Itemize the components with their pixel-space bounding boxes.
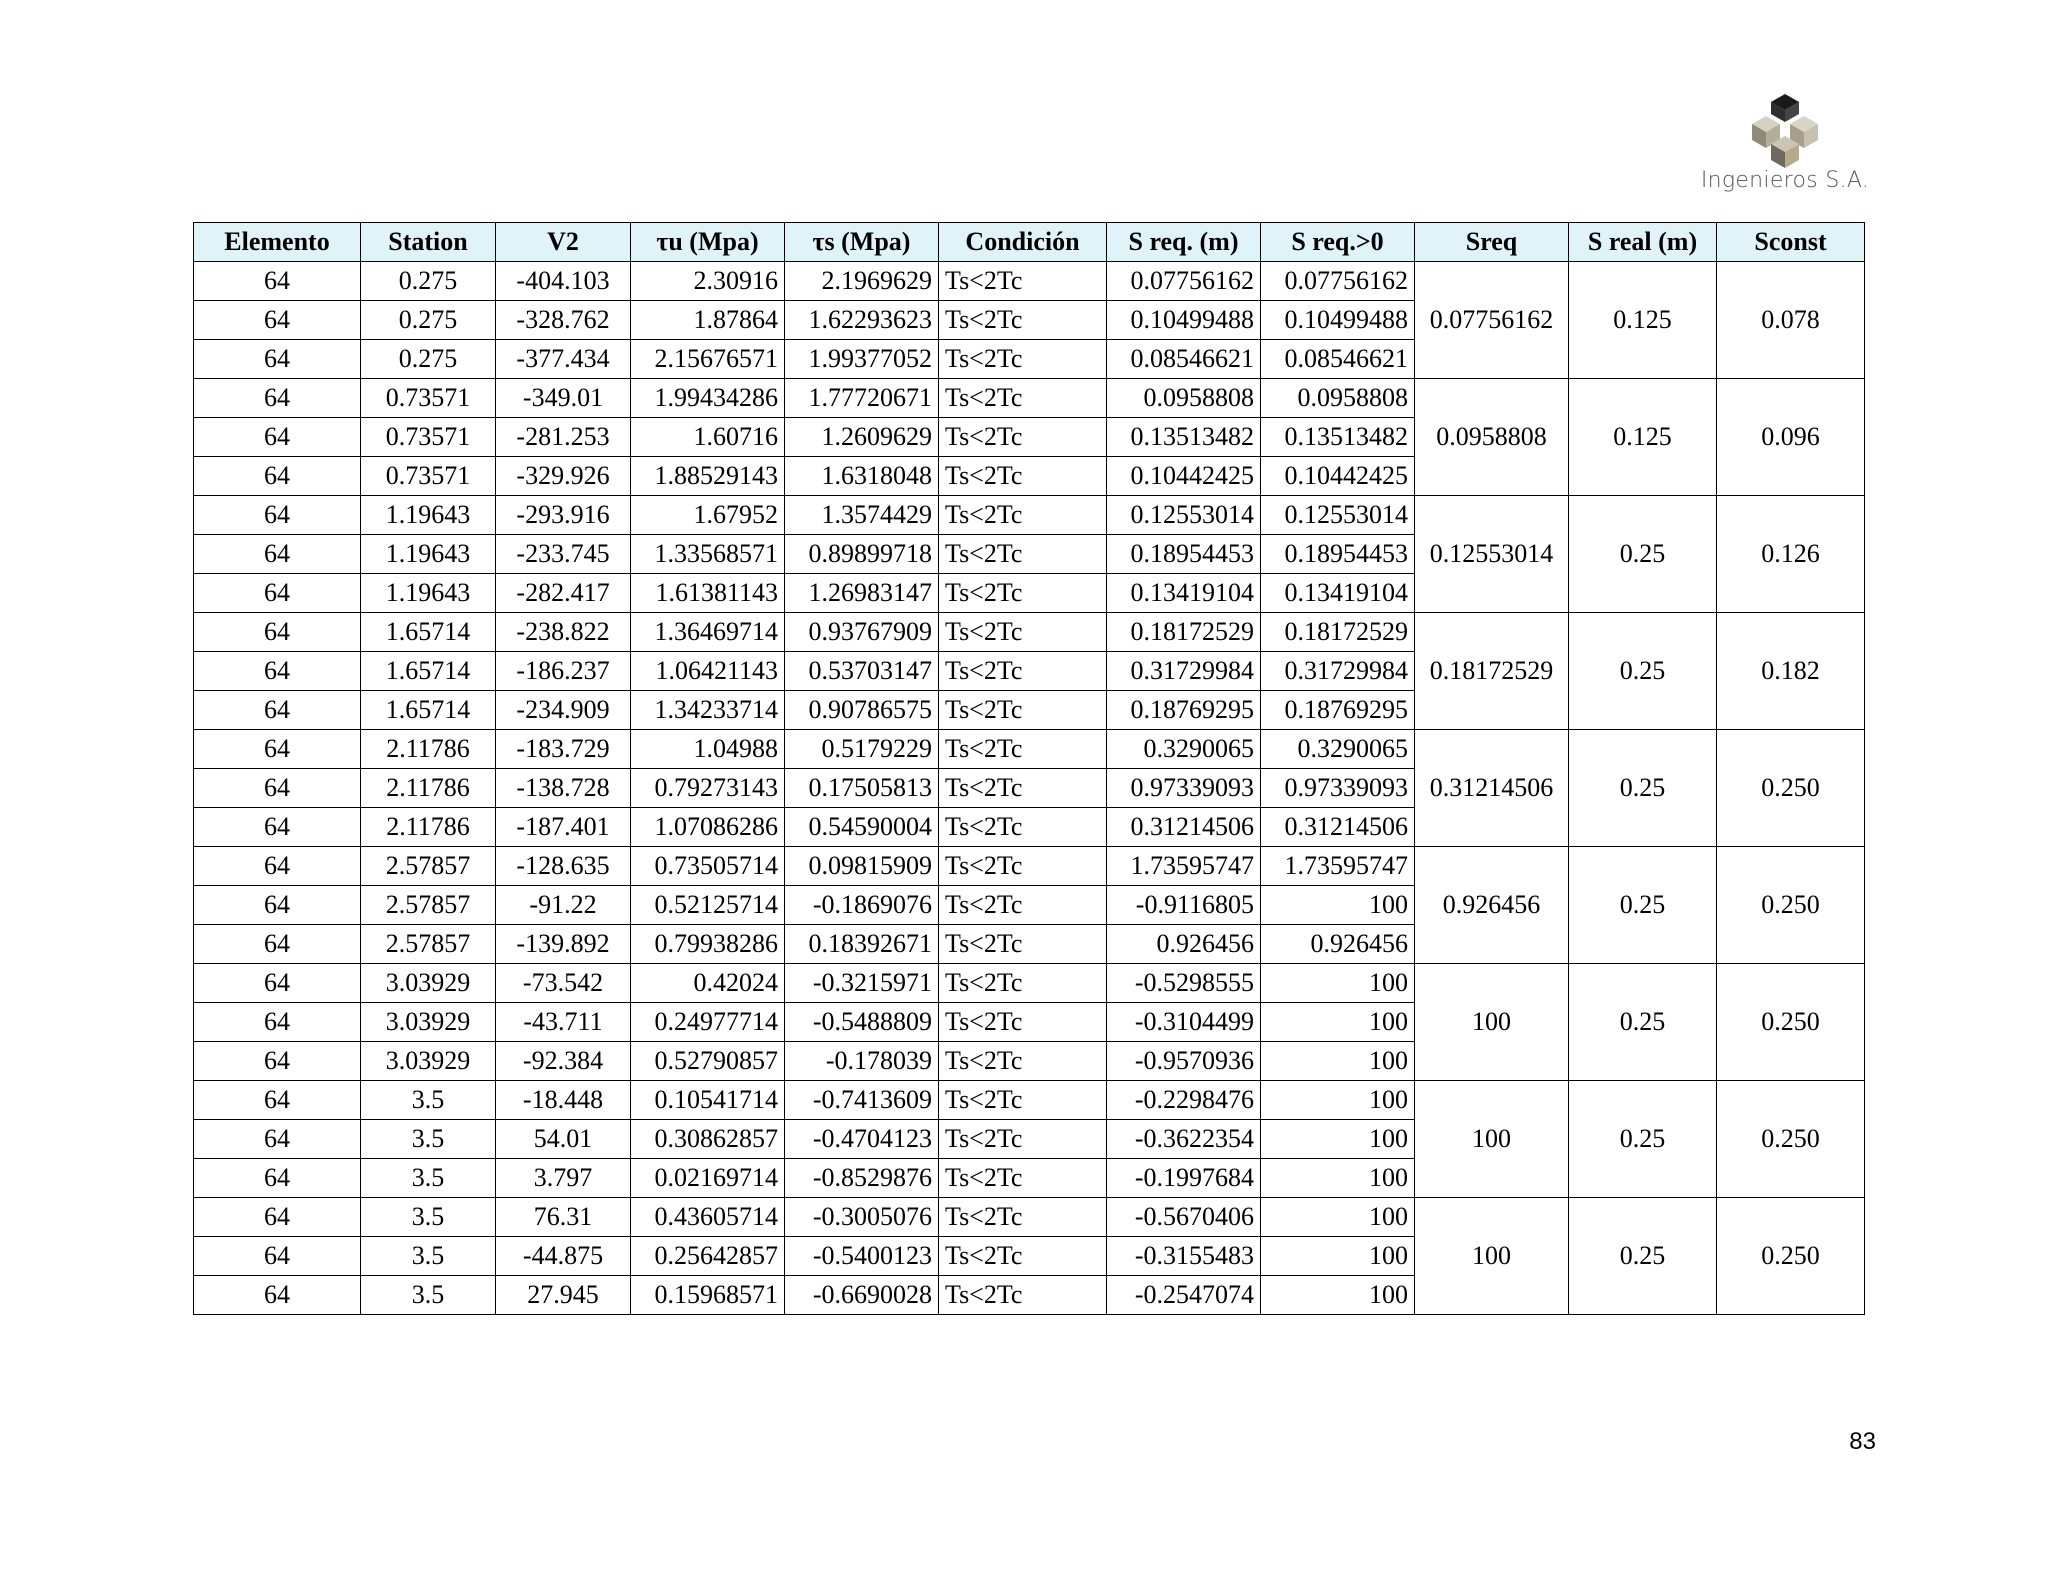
tau-u-cell: 0.52790857 <box>631 1042 785 1081</box>
s-req-positive-cell: 0.13513482 <box>1261 418 1415 457</box>
s-req-cell: 0.13419104 <box>1107 574 1261 613</box>
s-req-positive-cell: 100 <box>1261 1198 1415 1237</box>
tau-u-cell: 1.07086286 <box>631 808 785 847</box>
condicion-cell: Ts<2Tc <box>939 262 1107 301</box>
station-cell: 3.5 <box>361 1120 496 1159</box>
station-cell: 0.73571 <box>361 457 496 496</box>
condicion-cell: Ts<2Tc <box>939 496 1107 535</box>
condicion-cell: Ts<2Tc <box>939 964 1107 1003</box>
station-cell: 0.73571 <box>361 418 496 457</box>
elemento-cell: 64 <box>194 574 361 613</box>
v2-cell: -183.729 <box>496 730 631 769</box>
elemento-cell: 64 <box>194 1159 361 1198</box>
v2-cell: -238.822 <box>496 613 631 652</box>
s-real-cell: 0.125 <box>1569 379 1717 496</box>
column-header: τu (Mpa) <box>631 223 785 262</box>
station-cell: 0.275 <box>361 262 496 301</box>
condicion-cell: Ts<2Tc <box>939 691 1107 730</box>
table-header-row <box>194 223 1865 262</box>
v2-cell: 27.945 <box>496 1276 631 1315</box>
tau-u-cell: 0.79938286 <box>631 925 785 964</box>
tau-s-cell: 1.3574429 <box>785 496 939 535</box>
elemento-cell: 64 <box>194 769 361 808</box>
tau-u-cell: 0.43605714 <box>631 1198 785 1237</box>
sreq-cell: 0.0958808 <box>1415 379 1569 496</box>
tau-s-cell: 0.90786575 <box>785 691 939 730</box>
s-req-positive-cell: 0.13419104 <box>1261 574 1415 613</box>
s-req-cell: 0.3290065 <box>1107 730 1261 769</box>
sconst-cell: 0.126 <box>1717 496 1865 613</box>
v2-cell: -282.417 <box>496 574 631 613</box>
table-row <box>194 847 1865 886</box>
condicion-cell: Ts<2Tc <box>939 301 1107 340</box>
column-header: Sreq <box>1415 223 1569 262</box>
elemento-cell: 64 <box>194 847 361 886</box>
s-req-positive-cell: 100 <box>1261 1159 1415 1198</box>
cubes-logo-icon <box>1746 92 1824 170</box>
condicion-cell: Ts<2Tc <box>939 730 1107 769</box>
sreq-cell: 100 <box>1415 964 1569 1081</box>
tau-s-cell: 0.89899718 <box>785 535 939 574</box>
s-req-cell: 0.926456 <box>1107 925 1261 964</box>
condicion-cell: Ts<2Tc <box>939 1003 1107 1042</box>
sconst-cell: 0.250 <box>1717 964 1865 1081</box>
station-cell: 2.11786 <box>361 769 496 808</box>
table-row <box>194 613 1865 652</box>
s-req-cell: 0.0958808 <box>1107 379 1261 418</box>
stirrup-spacing-table <box>193 222 1865 1315</box>
tau-u-cell: 1.34233714 <box>631 691 785 730</box>
s-real-cell: 0.25 <box>1569 730 1717 847</box>
v2-cell: -92.384 <box>496 1042 631 1081</box>
elemento-cell: 64 <box>194 496 361 535</box>
s-req-cell: 0.10442425 <box>1107 457 1261 496</box>
v2-cell: -234.909 <box>496 691 631 730</box>
v2-cell: -281.253 <box>496 418 631 457</box>
elemento-cell: 64 <box>194 1003 361 1042</box>
condicion-cell: Ts<2Tc <box>939 418 1107 457</box>
tau-u-cell: 0.79273143 <box>631 769 785 808</box>
station-cell: 1.19643 <box>361 535 496 574</box>
elemento-cell: 64 <box>194 1198 361 1237</box>
s-req-cell: -0.3155483 <box>1107 1237 1261 1276</box>
station-cell: 0.275 <box>361 301 496 340</box>
v2-cell: -91.22 <box>496 886 631 925</box>
s-req-cell: 0.97339093 <box>1107 769 1261 808</box>
tau-s-cell: 0.18392671 <box>785 925 939 964</box>
v2-cell: -349.01 <box>496 379 631 418</box>
v2-cell: -18.448 <box>496 1081 631 1120</box>
sreq-cell: 0.07756162 <box>1415 262 1569 379</box>
s-req-positive-cell: 0.12553014 <box>1261 496 1415 535</box>
s-req-positive-cell: 100 <box>1261 1120 1415 1159</box>
tau-s-cell: -0.5488809 <box>785 1003 939 1042</box>
column-header: Station <box>361 223 496 262</box>
elemento-cell: 64 <box>194 457 361 496</box>
s-req-cell: -0.2547074 <box>1107 1276 1261 1315</box>
station-cell: 0.275 <box>361 340 496 379</box>
s-req-positive-cell: 0.07756162 <box>1261 262 1415 301</box>
s-req-cell: -0.3622354 <box>1107 1120 1261 1159</box>
elemento-cell: 64 <box>194 613 361 652</box>
page-number: 83 <box>1849 1428 1876 1455</box>
elemento-cell: 64 <box>194 652 361 691</box>
condicion-cell: Ts<2Tc <box>939 1042 1107 1081</box>
s-req-positive-cell: 0.18172529 <box>1261 613 1415 652</box>
s-req-cell: -0.1997684 <box>1107 1159 1261 1198</box>
station-cell: 2.57857 <box>361 886 496 925</box>
s-req-cell: 0.07756162 <box>1107 262 1261 301</box>
column-header: V2 <box>496 223 631 262</box>
tau-s-cell: 0.17505813 <box>785 769 939 808</box>
elemento-cell: 64 <box>194 1120 361 1159</box>
condicion-cell: Ts<2Tc <box>939 1159 1107 1198</box>
tau-u-cell: 2.30916 <box>631 262 785 301</box>
tau-u-cell: 1.67952 <box>631 496 785 535</box>
tau-u-cell: 1.36469714 <box>631 613 785 652</box>
s-req-cell: -0.2298476 <box>1107 1081 1261 1120</box>
tau-s-cell: 1.99377052 <box>785 340 939 379</box>
station-cell: 3.5 <box>361 1198 496 1237</box>
tau-s-cell: 0.53703147 <box>785 652 939 691</box>
column-header: Sconst <box>1717 223 1865 262</box>
table-row <box>194 262 1865 301</box>
v2-cell: -128.635 <box>496 847 631 886</box>
elemento-cell: 64 <box>194 886 361 925</box>
sreq-cell: 0.926456 <box>1415 847 1569 964</box>
station-cell: 3.5 <box>361 1081 496 1120</box>
s-req-positive-cell: 100 <box>1261 1003 1415 1042</box>
station-cell: 0.73571 <box>361 379 496 418</box>
v2-cell: -138.728 <box>496 769 631 808</box>
v2-cell: 76.31 <box>496 1198 631 1237</box>
s-real-cell: 0.25 <box>1569 613 1717 730</box>
sconst-cell: 0.250 <box>1717 730 1865 847</box>
condicion-cell: Ts<2Tc <box>939 535 1107 574</box>
v2-cell: -44.875 <box>496 1237 631 1276</box>
condicion-cell: Ts<2Tc <box>939 379 1107 418</box>
condicion-cell: Ts<2Tc <box>939 769 1107 808</box>
tau-s-cell: 1.6318048 <box>785 457 939 496</box>
condicion-cell: Ts<2Tc <box>939 886 1107 925</box>
condicion-cell: Ts<2Tc <box>939 1120 1107 1159</box>
column-header: Elemento <box>194 223 361 262</box>
tau-u-cell: 0.42024 <box>631 964 785 1003</box>
tau-s-cell: -0.6690028 <box>785 1276 939 1315</box>
s-req-positive-cell: 100 <box>1261 1042 1415 1081</box>
v2-cell: 54.01 <box>496 1120 631 1159</box>
sconst-cell: 0.182 <box>1717 613 1865 730</box>
s-req-cell: 0.12553014 <box>1107 496 1261 535</box>
station-cell: 2.57857 <box>361 925 496 964</box>
tau-s-cell: -0.1869076 <box>785 886 939 925</box>
station-cell: 2.57857 <box>361 847 496 886</box>
condicion-cell: Ts<2Tc <box>939 1081 1107 1120</box>
s-real-cell: 0.125 <box>1569 262 1717 379</box>
s-req-cell: 0.18172529 <box>1107 613 1261 652</box>
s-req-positive-cell: 0.97339093 <box>1261 769 1415 808</box>
condicion-cell: Ts<2Tc <box>939 847 1107 886</box>
s-real-cell: 0.25 <box>1569 1198 1717 1315</box>
s-req-cell: 0.31729984 <box>1107 652 1261 691</box>
sconst-cell: 0.250 <box>1717 1081 1865 1198</box>
tau-u-cell: 0.30862857 <box>631 1120 785 1159</box>
elemento-cell: 64 <box>194 808 361 847</box>
s-req-positive-cell: 0.0958808 <box>1261 379 1415 418</box>
tau-s-cell: 0.5179229 <box>785 730 939 769</box>
elemento-cell: 64 <box>194 1081 361 1120</box>
station-cell: 2.11786 <box>361 730 496 769</box>
v2-cell: -404.103 <box>496 262 631 301</box>
s-req-positive-cell: 0.08546621 <box>1261 340 1415 379</box>
station-cell: 3.5 <box>361 1237 496 1276</box>
s-req-positive-cell: 0.10442425 <box>1261 457 1415 496</box>
v2-cell: -43.711 <box>496 1003 631 1042</box>
elemento-cell: 64 <box>194 262 361 301</box>
s-req-positive-cell: 100 <box>1261 886 1415 925</box>
tau-s-cell: -0.8529876 <box>785 1159 939 1198</box>
station-cell: 3.5 <box>361 1159 496 1198</box>
s-req-cell: 0.18954453 <box>1107 535 1261 574</box>
s-req-positive-cell: 100 <box>1261 1081 1415 1120</box>
s-real-cell: 0.25 <box>1569 496 1717 613</box>
v2-cell: -139.892 <box>496 925 631 964</box>
v2-cell: -293.916 <box>496 496 631 535</box>
tau-u-cell: 2.15676571 <box>631 340 785 379</box>
s-req-positive-cell: 0.10499488 <box>1261 301 1415 340</box>
s-req-cell: -0.5670406 <box>1107 1198 1261 1237</box>
table-row <box>194 1198 1865 1237</box>
tau-s-cell: -0.5400123 <box>785 1237 939 1276</box>
station-cell: 2.11786 <box>361 808 496 847</box>
column-header: S req. (m) <box>1107 223 1261 262</box>
elemento-cell: 64 <box>194 340 361 379</box>
v2-cell: -186.237 <box>496 652 631 691</box>
s-req-positive-cell: 0.3290065 <box>1261 730 1415 769</box>
elemento-cell: 64 <box>194 535 361 574</box>
v2-cell: -328.762 <box>496 301 631 340</box>
elemento-cell: 64 <box>194 418 361 457</box>
elemento-cell: 64 <box>194 730 361 769</box>
s-req-positive-cell: 1.73595747 <box>1261 847 1415 886</box>
station-cell: 3.03929 <box>361 964 496 1003</box>
tau-u-cell: 1.61381143 <box>631 574 785 613</box>
s-req-cell: 0.31214506 <box>1107 808 1261 847</box>
column-header: Condición <box>939 223 1107 262</box>
v2-cell: -73.542 <box>496 964 631 1003</box>
condicion-cell: Ts<2Tc <box>939 340 1107 379</box>
elemento-cell: 64 <box>194 1042 361 1081</box>
condicion-cell: Ts<2Tc <box>939 457 1107 496</box>
s-real-cell: 0.25 <box>1569 1081 1717 1198</box>
s-req-cell: 0.10499488 <box>1107 301 1261 340</box>
tau-s-cell: 1.2609629 <box>785 418 939 457</box>
station-cell: 1.19643 <box>361 574 496 613</box>
s-req-cell: -0.9116805 <box>1107 886 1261 925</box>
s-req-positive-cell: 0.18769295 <box>1261 691 1415 730</box>
s-real-cell: 0.25 <box>1569 964 1717 1081</box>
s-req-cell: 0.08546621 <box>1107 340 1261 379</box>
tau-u-cell: 1.33568571 <box>631 535 785 574</box>
tau-u-cell: 0.15968571 <box>631 1276 785 1315</box>
tau-u-cell: 1.99434286 <box>631 379 785 418</box>
tau-s-cell: -0.4704123 <box>785 1120 939 1159</box>
tau-s-cell: 0.54590004 <box>785 808 939 847</box>
tau-u-cell: 1.87864 <box>631 301 785 340</box>
s-req-cell: 0.13513482 <box>1107 418 1261 457</box>
tau-s-cell: -0.3005076 <box>785 1198 939 1237</box>
column-header: τs (Mpa) <box>785 223 939 262</box>
sreq-cell: 100 <box>1415 1081 1569 1198</box>
tau-u-cell: 0.73505714 <box>631 847 785 886</box>
tau-s-cell: 1.77720671 <box>785 379 939 418</box>
tau-u-cell: 0.25642857 <box>631 1237 785 1276</box>
column-header: S req.>0 <box>1261 223 1415 262</box>
tau-u-cell: 1.04988 <box>631 730 785 769</box>
elemento-cell: 64 <box>194 691 361 730</box>
sconst-cell: 0.078 <box>1717 262 1865 379</box>
tau-s-cell: -0.178039 <box>785 1042 939 1081</box>
s-req-positive-cell: 0.31214506 <box>1261 808 1415 847</box>
s-req-cell: -0.5298555 <box>1107 964 1261 1003</box>
station-cell: 1.19643 <box>361 496 496 535</box>
condicion-cell: Ts<2Tc <box>939 574 1107 613</box>
tau-s-cell: -0.3215971 <box>785 964 939 1003</box>
station-cell: 3.5 <box>361 1276 496 1315</box>
tau-s-cell: 2.1969629 <box>785 262 939 301</box>
tau-s-cell: 0.93767909 <box>785 613 939 652</box>
tau-u-cell: 0.52125714 <box>631 886 785 925</box>
condicion-cell: Ts<2Tc <box>939 1276 1107 1315</box>
condicion-cell: Ts<2Tc <box>939 808 1107 847</box>
v2-cell: -377.434 <box>496 340 631 379</box>
tau-u-cell: 0.24977714 <box>631 1003 785 1042</box>
logo-text: Ingenieros S.A. <box>1700 168 1870 193</box>
tau-u-cell: 1.60716 <box>631 418 785 457</box>
tau-u-cell: 1.06421143 <box>631 652 785 691</box>
sreq-cell: 0.31214506 <box>1415 730 1569 847</box>
station-cell: 1.65714 <box>361 613 496 652</box>
column-header: S real (m) <box>1569 223 1717 262</box>
tau-u-cell: 0.10541714 <box>631 1081 785 1120</box>
elemento-cell: 64 <box>194 964 361 1003</box>
s-req-cell: -0.9570936 <box>1107 1042 1261 1081</box>
table-row <box>194 496 1865 535</box>
condicion-cell: Ts<2Tc <box>939 1198 1107 1237</box>
v2-cell: -233.745 <box>496 535 631 574</box>
condicion-cell: Ts<2Tc <box>939 925 1107 964</box>
tau-s-cell: 1.26983147 <box>785 574 939 613</box>
sconst-cell: 0.096 <box>1717 379 1865 496</box>
v2-cell: -329.926 <box>496 457 631 496</box>
sconst-cell: 0.250 <box>1717 847 1865 964</box>
table-row <box>194 379 1865 418</box>
tau-u-cell: 0.02169714 <box>631 1159 785 1198</box>
s-req-positive-cell: 0.31729984 <box>1261 652 1415 691</box>
elemento-cell: 64 <box>194 379 361 418</box>
table-row <box>194 964 1865 1003</box>
tau-u-cell: 1.88529143 <box>631 457 785 496</box>
elemento-cell: 64 <box>194 1237 361 1276</box>
sconst-cell: 0.250 <box>1717 1198 1865 1315</box>
tau-s-cell: -0.7413609 <box>785 1081 939 1120</box>
elemento-cell: 64 <box>194 301 361 340</box>
s-req-positive-cell: 0.926456 <box>1261 925 1415 964</box>
s-req-positive-cell: 0.18954453 <box>1261 535 1415 574</box>
station-cell: 3.03929 <box>361 1003 496 1042</box>
sreq-cell: 0.12553014 <box>1415 496 1569 613</box>
condicion-cell: Ts<2Tc <box>939 1237 1107 1276</box>
v2-cell: 3.797 <box>496 1159 631 1198</box>
tau-s-cell: 0.09815909 <box>785 847 939 886</box>
company-logo <box>1700 92 1870 202</box>
table-row <box>194 1081 1865 1120</box>
station-cell: 1.65714 <box>361 652 496 691</box>
tau-s-cell: 1.62293623 <box>785 301 939 340</box>
station-cell: 1.65714 <box>361 691 496 730</box>
s-req-cell: 1.73595747 <box>1107 847 1261 886</box>
s-req-positive-cell: 100 <box>1261 1237 1415 1276</box>
s-req-positive-cell: 100 <box>1261 1276 1415 1315</box>
s-req-cell: -0.3104499 <box>1107 1003 1261 1042</box>
s-req-cell: 0.18769295 <box>1107 691 1261 730</box>
sreq-cell: 100 <box>1415 1198 1569 1315</box>
sreq-cell: 0.18172529 <box>1415 613 1569 730</box>
condicion-cell: Ts<2Tc <box>939 652 1107 691</box>
elemento-cell: 64 <box>194 925 361 964</box>
s-real-cell: 0.25 <box>1569 847 1717 964</box>
table-row <box>194 730 1865 769</box>
s-req-positive-cell: 100 <box>1261 964 1415 1003</box>
station-cell: 3.03929 <box>361 1042 496 1081</box>
condicion-cell: Ts<2Tc <box>939 613 1107 652</box>
elemento-cell: 64 <box>194 1276 361 1315</box>
v2-cell: -187.401 <box>496 808 631 847</box>
